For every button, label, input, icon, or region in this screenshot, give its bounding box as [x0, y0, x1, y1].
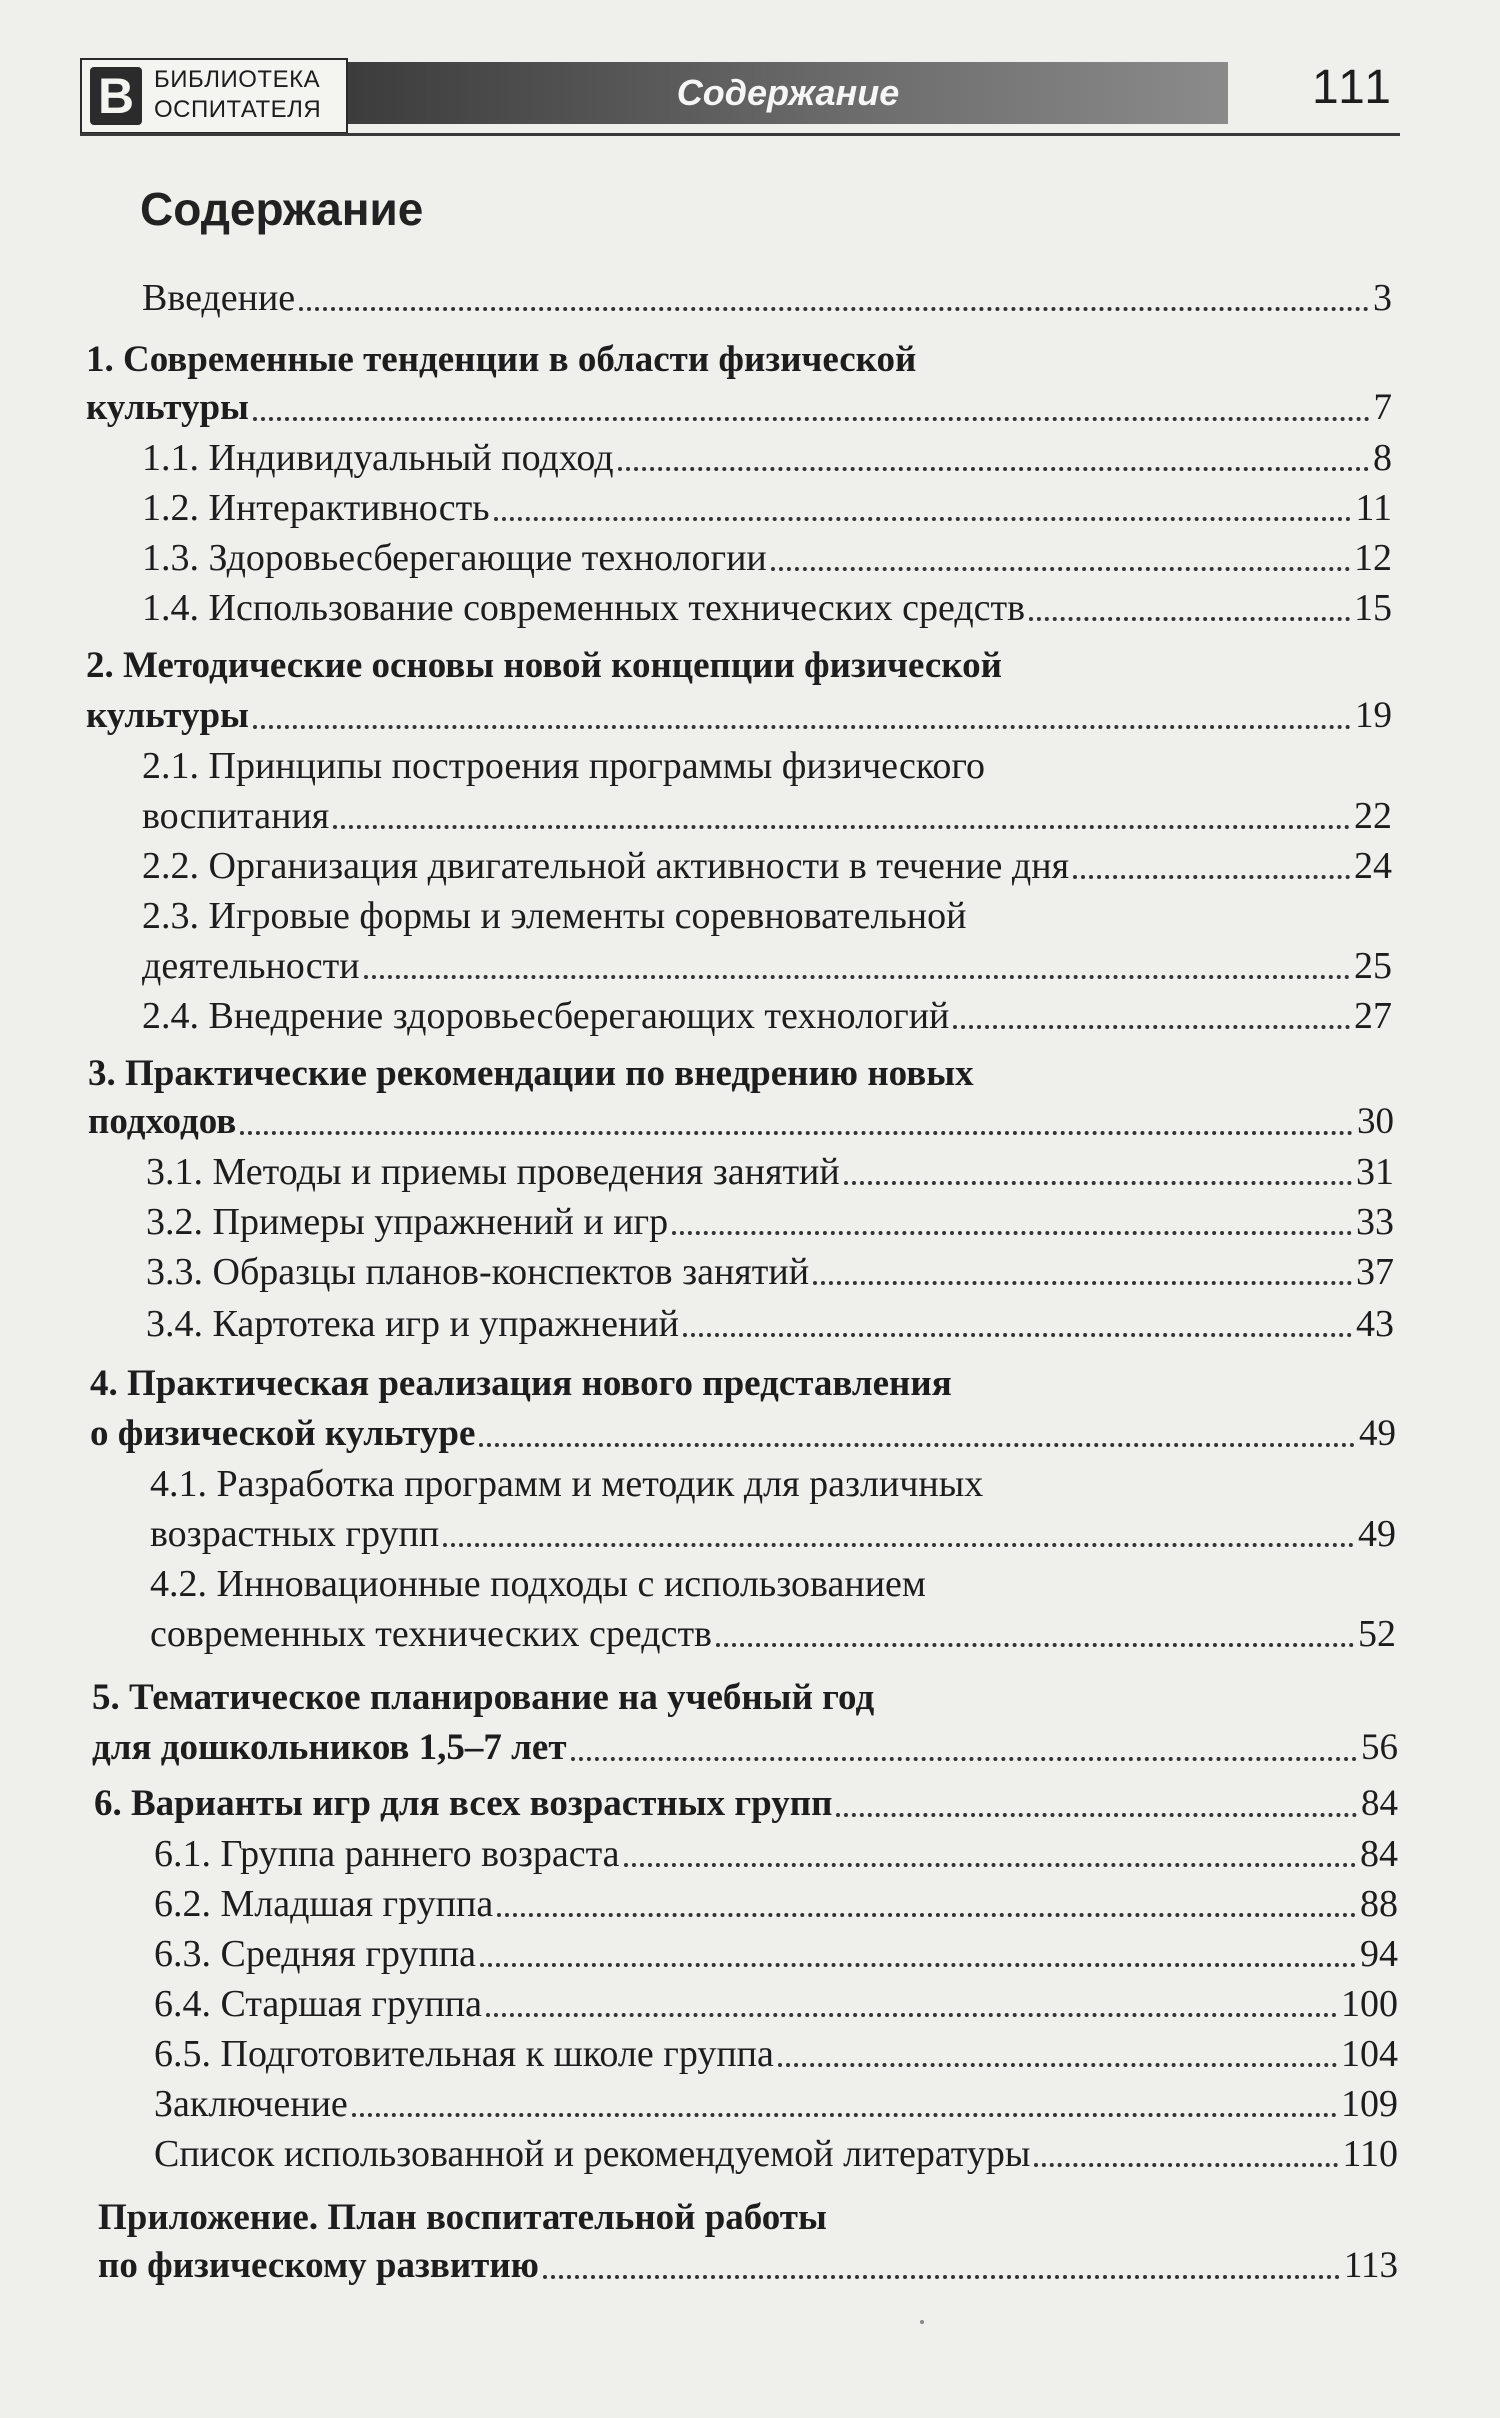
- toc-entry-3-1[interactable]: 3.1. Методы и приемы проведения занятий 31: [146, 1151, 1394, 1193]
- toc-chapter-2-line1[interactable]: 2. Методические основы новой концепции физической: [86, 645, 1002, 686]
- toc-entry-6-5[interactable]: 6.5. Подготовительная к школе группа 104: [154, 2033, 1398, 2075]
- series-logo: [80, 58, 348, 134]
- toc-entry-1-4[interactable]: 1.4. Использование современных технических средств 15: [142, 587, 1392, 629]
- toc-chapter-3-line1[interactable]: 3. Практические рекомендации по внедрению новых: [88, 1053, 974, 1094]
- toc-entry-3-2[interactable]: 3.2. Примеры упражнений и игр 33: [146, 1201, 1394, 1243]
- toc-entry-6-2[interactable]: 6.2. Младшая группа 88: [154, 1883, 1398, 1925]
- page-title: Содержание: [140, 183, 424, 235]
- toc-entry-2-1[interactable]: воспитания 22: [142, 795, 1392, 837]
- toc-entry-1-3[interactable]: 1.3. Здоровьесберегающие технологии 12: [142, 537, 1392, 579]
- header-section-title: Содержание: [676, 72, 900, 113]
- toc-entry-2-4[interactable]: 2.4. Внедрение здоровьесберегающих технологий 27: [142, 995, 1392, 1037]
- toc-entry-2-3-line1[interactable]: 2.3. Игровые формы и элементы соревновательной: [142, 895, 967, 937]
- toc-chapter-3[interactable]: подходов 30: [88, 1101, 1394, 1142]
- header-rule: [80, 133, 1400, 136]
- running-header: [80, 58, 1400, 136]
- toc-entry-intro[interactable]: Введение 3: [142, 277, 1392, 319]
- toc-chapter-5[interactable]: для дошкольников 1,5–7 лет 56: [92, 1727, 1398, 1768]
- toc-entry-6-4[interactable]: 6.4. Старшая группа 100: [154, 1983, 1398, 2025]
- toc-chapter-5-line1[interactable]: 5. Тематическое планирование на учебный год: [92, 1677, 875, 1718]
- logo-text-line1: БИБЛИОТЕКА: [154, 66, 321, 93]
- toc-entry-4-2[interactable]: современных технических средств 52: [150, 1613, 1396, 1655]
- toc-entry-conclusion[interactable]: Заключение 109: [154, 2083, 1398, 2125]
- logo-text-line2: ОСПИТАТЕЛЯ: [154, 96, 322, 123]
- toc-entry-2-3[interactable]: деятельности 25: [142, 945, 1392, 987]
- toc-entry-3-4[interactable]: 3.4. Картотека игр и упражнений 43: [146, 1303, 1394, 1345]
- toc-chapter-1-line1[interactable]: 1. Современные тенденции в области физической: [86, 339, 917, 380]
- toc-entry-4-1[interactable]: возрастных групп 49: [150, 1513, 1396, 1555]
- toc-entry-1-2[interactable]: 1.2. Интерактивность 11: [142, 487, 1392, 529]
- logo-letter: В: [90, 67, 142, 125]
- toc-entry-6-1[interactable]: 6.1. Группа раннего возраста 84: [154, 1833, 1398, 1875]
- page-number: 111: [1312, 61, 1394, 114]
- toc-chapter-6[interactable]: 6. Варианты игр для всех возрастных групп 84: [94, 1783, 1398, 1824]
- toc-chapter-4-line1[interactable]: 4. Практическая реализация нового представления: [90, 1363, 952, 1404]
- toc-entry-4-2-line1[interactable]: 4.2. Инновационные подходы с использованием: [150, 1563, 926, 1605]
- toc-chapter-1[interactable]: культуры 7: [86, 387, 1392, 428]
- toc-entry-references[interactable]: Список использованной и рекомендуемой литературы 110: [154, 2133, 1398, 2175]
- toc-entry-4-1-line1[interactable]: 4.1. Разработка программ и методик для различных: [150, 1463, 984, 1505]
- toc-entry-6-3[interactable]: 6.3. Средняя группа 94: [154, 1933, 1398, 1975]
- toc-entry-2-1-line1[interactable]: 2.1. Принципы построения программы физического: [142, 745, 986, 787]
- page-speck: [920, 2320, 924, 2324]
- toc-appendix[interactable]: по физическому развитию 113: [98, 2245, 1398, 2286]
- toc-appendix-line1[interactable]: Приложение. План воспитательной работы: [98, 2197, 827, 2238]
- header-band: [348, 62, 1228, 124]
- toc-entry-3-3[interactable]: 3.3. Образцы планов-конспектов занятий 37: [146, 1251, 1394, 1293]
- toc-entry-1-1[interactable]: 1.1. Индивидуальный подход 8: [142, 437, 1392, 479]
- toc-chapter-4[interactable]: о физической культуре 49: [90, 1413, 1396, 1454]
- toc-chapter-2[interactable]: культуры 19: [86, 695, 1392, 736]
- toc-entry-2-2[interactable]: 2.2. Организация двигательной активности в течение дня 24: [142, 845, 1392, 887]
